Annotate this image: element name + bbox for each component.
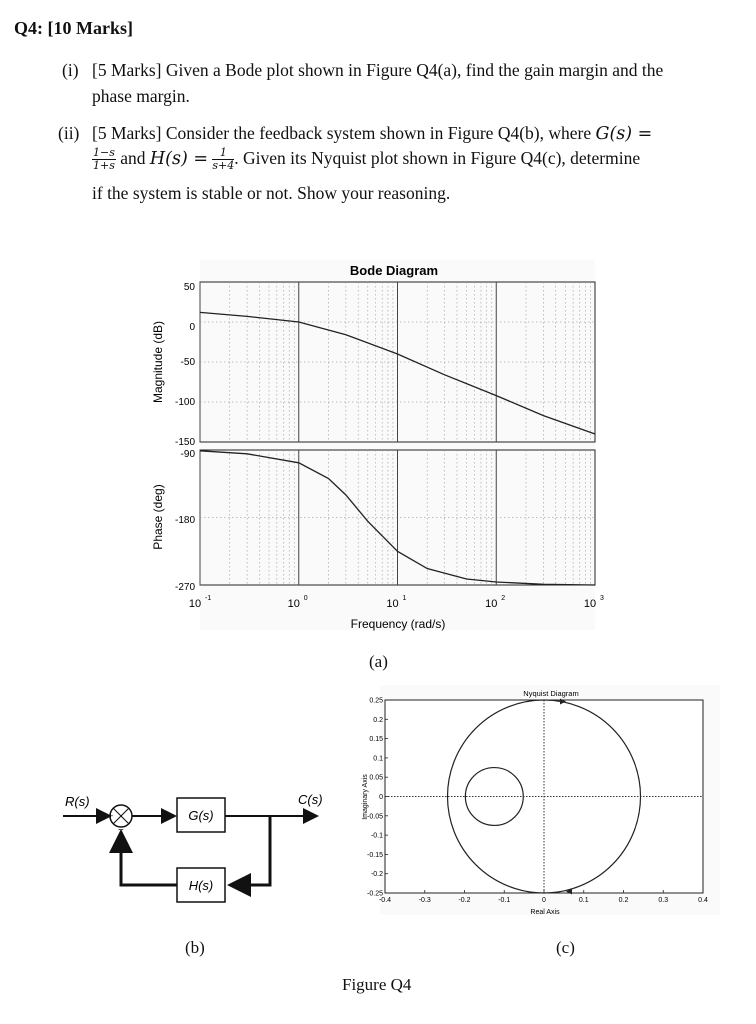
nyquist-xtick-label: -0.3 — [418, 897, 431, 904]
nyquist-ytick-label: 0.15 — [369, 736, 383, 744]
mag-tick-label: 0 — [189, 322, 195, 333]
question-title: Q4: [10 Marks] — [14, 18, 133, 38]
phase-tick-label: -90 — [180, 449, 195, 460]
mag-tick-label: -150 — [174, 437, 195, 448]
bode-xtick-label: 10 — [188, 598, 202, 610]
nyquist-xtick-label: 0.4 — [698, 897, 708, 904]
feedback-path-to-h — [230, 816, 270, 885]
nyquist-xlabel: Real Axis — [530, 909, 560, 916]
bode-xtick-label: 10 — [583, 598, 597, 610]
bode-xtick-label: 10 — [386, 598, 399, 610]
bode-xtick-exponent: 3 — [600, 595, 604, 602]
bode-title: Bode Diagram — [349, 263, 439, 278]
bode-xtick-exponent: 2 — [501, 595, 506, 602]
nyquist-ytick-label: 0.2 — [373, 716, 383, 724]
plus-sign: + — [108, 811, 114, 821]
bode-xtick-label: 10 — [287, 598, 300, 610]
minus-sign: − — [118, 825, 124, 836]
part-i-label: (i) — [62, 60, 79, 80]
bode-xtick-exponent: -1 — [205, 595, 212, 602]
nyquist-xtick-label: -0.4 — [378, 897, 392, 904]
feedback-path-to-sum — [121, 832, 177, 885]
h-block-label: H(s) — [188, 878, 214, 893]
mag-tick-label: -100 — [174, 397, 195, 408]
output-label: C(s) — [298, 792, 323, 807]
bode-mag-ylabel: Magnitude (dB) — [151, 320, 165, 404]
bode-xlabel: Frequency (rad/s) — [350, 617, 446, 631]
bode-xtick-exponent: 0 — [303, 595, 308, 602]
nyquist-xtick-label: 0.1 — [578, 897, 589, 904]
nyquist-xtick-label: -0.2 — [458, 897, 471, 904]
part-ii-line2: $\frac{1-s}{1+s}$ and H(s) = $\frac{1}{s+4}$ . Given its Nyquist plot shown in Figure Q4(c), determine — [93, 146, 641, 173]
nyquist-plot — [355, 680, 725, 920]
g-block-label: G(s) — [188, 808, 214, 823]
phase-tick-label: -180 — [174, 515, 195, 526]
part-ii-label: (ii) — [58, 123, 80, 143]
phase-tick-label: -270 — [174, 582, 195, 593]
part-i-line1: [5 Marks] Given a Bode plot shown in Figure Q4(a), find the gain margin and the — [92, 60, 664, 80]
mag-tick-label: 50 — [183, 282, 195, 293]
nyquist-ytick-label: -0.05 — [367, 813, 383, 821]
caption-c: (c) — [556, 938, 575, 957]
nyquist-ytick-label: -0.2 — [370, 871, 383, 879]
nyquist-ytick-label: -0.25 — [367, 890, 383, 898]
caption-b: (b) — [185, 938, 205, 957]
nyquist-xtick-label: 0 — [542, 897, 546, 904]
figure-caption: Figure Q4 — [342, 975, 412, 994]
block-diagram — [55, 770, 345, 920]
part-ii-line1: [5 Marks] Consider the feedback system shown in Figure Q4(b), where G(s) = — [92, 123, 653, 144]
nyquist-ytick-label: 0.05 — [369, 774, 383, 782]
nyquist-ytick-label: 0.1 — [373, 755, 383, 763]
mag-tick-label: -50 — [180, 357, 195, 368]
nyquist-ytick-label: -0.1 — [370, 832, 383, 840]
bode-phase-ylabel: Phase (deg) — [151, 484, 165, 550]
nyquist-ytick-label: 0 — [379, 794, 383, 801]
nyquist-xtick-label: 0.2 — [618, 897, 629, 904]
nyquist-ytick-label: 0.25 — [369, 697, 383, 705]
h-fraction: $\frac{1}{s+4}$ — [212, 146, 235, 173]
input-label: R(s) — [65, 794, 90, 809]
g-fraction: $\frac{1-s}{1+s}$ — [93, 146, 115, 173]
nyquist-ylabel: Imaginary Axis — [362, 774, 369, 820]
nyquist-ytick-label: -0.15 — [367, 851, 383, 859]
nyquist-xtick-label: -0.1 — [498, 897, 511, 904]
nyquist-title: Nyquist Diagram — [523, 689, 579, 698]
part-i-line2: phase margin. — [92, 86, 190, 106]
bode-xtick-label: 10 — [485, 598, 498, 610]
part-ii-line3: if the system is stable or not. Show your reasoning. — [92, 183, 451, 203]
nyquist-xtick-label: 0.3 — [658, 897, 669, 904]
bode-xtick-exponent: 1 — [402, 595, 407, 602]
caption-a: (a) — [369, 652, 388, 671]
bode-plot — [140, 255, 610, 640]
